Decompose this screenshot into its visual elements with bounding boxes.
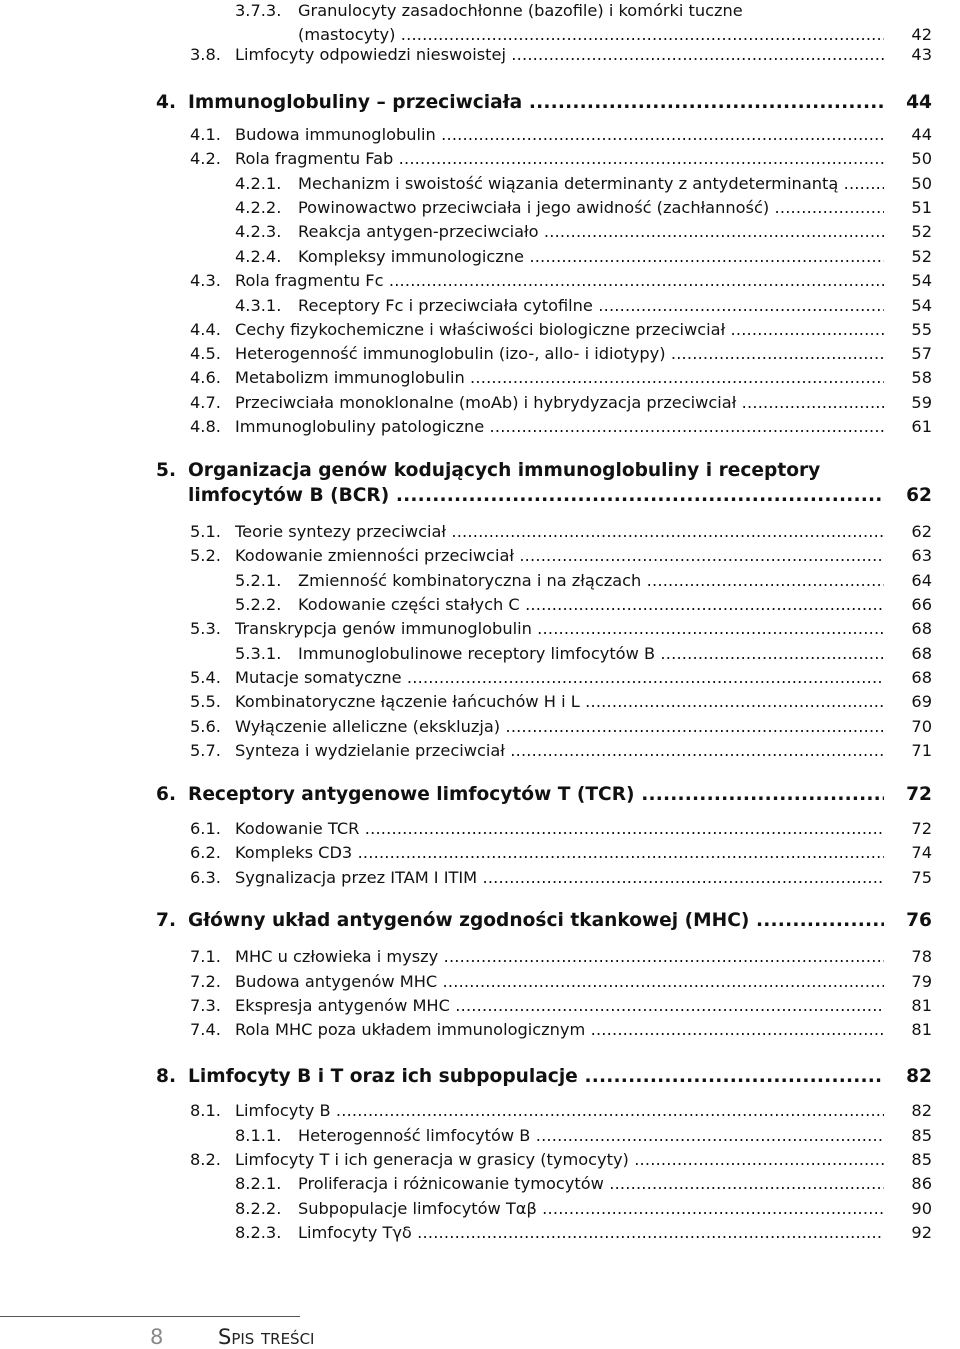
toc-entry-number: 4.2.4.	[235, 247, 282, 266]
toc-entry[interactable]	[190, 343, 932, 365]
toc-entry-page: 92	[911, 1223, 932, 1242]
toc-entry-number: 4.5.	[190, 344, 221, 363]
toc-entry-number: 7.1.	[190, 947, 221, 966]
toc-entry-title: Immunoglobulinowe receptory limfocytów B .....	[298, 643, 884, 665]
toc-entry[interactable]	[235, 594, 932, 616]
toc-entry[interactable]	[190, 995, 932, 1017]
toc-entry-number: 5.6.	[190, 717, 221, 736]
toc-entry-page: 52	[911, 247, 932, 266]
toc-entry-title: MHC u człowieka i myszy .....	[235, 946, 884, 968]
toc-entry[interactable]	[190, 545, 932, 567]
toc-entry[interactable]	[190, 667, 932, 689]
toc-entry-title: Organizacja genów kodujących immunoglobuliny i receptory	[188, 460, 821, 481]
toc-entry-page: 71	[911, 741, 932, 760]
toc-entry-title: Reakcja antygen-przeciwciało .....	[298, 221, 884, 243]
toc-entry[interactable]	[190, 367, 932, 389]
footer-rule	[0, 1316, 300, 1317]
toc-entry-page: 75	[911, 868, 932, 887]
toc-entry[interactable]	[190, 867, 932, 889]
toc-entry-title: Heterogenność immunoglobulin (izo-, allo- i idiotypy) .....	[235, 343, 884, 365]
toc-entry[interactable]	[190, 842, 932, 864]
toc-entry[interactable]	[156, 90, 932, 116]
toc-entry-title: Główny układ antygenów zgodności tkankowej (MHC) .....	[188, 908, 884, 934]
toc-entry-number: 5.	[156, 460, 177, 481]
toc-entry-number: 8.2.1.	[235, 1174, 282, 1193]
toc-entry-page: 86	[911, 1174, 932, 1193]
toc-entry[interactable]	[190, 971, 932, 993]
toc-entry[interactable]	[235, 197, 932, 219]
toc-entry-title: Wyłączenie alleliczne (ekskluzja) .....	[235, 716, 884, 738]
toc-entry-page: 76	[906, 910, 932, 931]
toc-entry-number: 3.8.	[190, 45, 221, 64]
toc-entry[interactable]	[190, 1149, 932, 1171]
toc-entry-page: 61	[911, 417, 932, 436]
toc-entry[interactable]	[190, 416, 932, 438]
toc-entry-page: 51	[911, 198, 932, 217]
toc-entry-number: 5.7.	[190, 741, 221, 760]
toc-entry-title: Limfocyty B .....	[235, 1100, 884, 1122]
toc-entry-page: 55	[911, 320, 932, 339]
toc-entry-page: 59	[911, 393, 932, 412]
toc-entry-page: 72	[906, 784, 932, 805]
toc-entry-title: limfocytów B (BCR) .....	[188, 483, 884, 509]
toc-entry[interactable]	[156, 483, 932, 509]
toc-entry[interactable]	[235, 1125, 932, 1147]
toc-entry[interactable]	[235, 570, 932, 592]
toc-entry-page: 78	[911, 947, 932, 966]
toc-entry[interactable]	[156, 908, 932, 934]
toc-entry-title: Budowa antygenów MHC .....	[235, 971, 884, 993]
toc-entry[interactable]	[190, 124, 932, 146]
toc-entry-title: Rola fragmentu Fc .....	[235, 270, 884, 292]
toc-entry[interactable]	[190, 740, 932, 762]
toc-entry[interactable]	[190, 270, 932, 292]
toc-entry-title: Limfocyty T i ich generacja w grasicy (tymocyty) .....	[235, 1149, 884, 1171]
toc-entry[interactable]	[190, 392, 932, 414]
toc-entry-title: Heterogenność limfocytów B .....	[298, 1125, 884, 1147]
footer-page-number: 8	[150, 1325, 164, 1349]
toc-entry-number: 4.2.3.	[235, 222, 282, 241]
toc-entry-page: 82	[911, 1101, 932, 1120]
toc-entry-title: Ekspresja antygenów MHC .....	[235, 995, 884, 1017]
toc-entry-number: 5.2.2.	[235, 595, 282, 614]
toc-entry-title: Receptory Fc i przeciwciała cytofilne .....	[298, 295, 884, 317]
toc-entry-title: (mastocyty) .....	[298, 24, 884, 46]
toc-entry-title: Kombinatoryczne łączenie łańcuchów H i L .....	[235, 691, 884, 713]
toc-entry-page: 63	[911, 546, 932, 565]
toc-entry-number: 6.3.	[190, 868, 221, 887]
toc-entry-title: Mechanizm i swoistość wiązania determinanty z antydeterminantą .....	[298, 173, 884, 195]
toc-entry[interactable]	[190, 818, 932, 840]
toc-entry-page: 79	[911, 972, 932, 991]
toc-entry-page: 44	[906, 92, 932, 113]
toc-entry-title: Kompleksy immunologiczne .....	[298, 246, 884, 268]
toc-entry-page: 85	[911, 1150, 932, 1169]
toc-entry-page: 52	[911, 222, 932, 241]
toc-entry-title: Limfocyty odpowiedzi nieswoistej .....	[235, 44, 884, 66]
toc-entry-number: 4.2.	[190, 149, 221, 168]
toc-entry-title: Kodowanie zmienności przeciwciał .....	[235, 545, 884, 567]
toc-entry-page: 62	[911, 522, 932, 541]
toc-entry-number: 8.1.1.	[235, 1126, 282, 1145]
toc-entry-number: 5.3.1.	[235, 644, 282, 663]
toc-entry-number: 5.4.	[190, 668, 221, 687]
toc-entry-title: Sygnalizacja przez ITAM I ITIM .....	[235, 867, 884, 889]
toc-entry-number: 7.	[156, 910, 177, 931]
toc-entry-title: Mutacje somatyczne .....	[235, 667, 884, 689]
toc-entry-title: Powinowactwo przeciwciała i jego awidność (zachłanność) .....	[298, 197, 884, 219]
toc-entry[interactable]	[156, 458, 932, 484]
toc-entry-page: 43	[911, 45, 932, 64]
toc-entry-title: Teorie syntezy przeciwciał .....	[235, 521, 884, 543]
toc-entry-title: Immunoglobuliny – przeciwciała .....	[188, 90, 884, 116]
toc-entry-number: 4.3.	[190, 271, 221, 290]
toc-entry[interactable]	[235, 1173, 932, 1195]
toc-entry[interactable]	[190, 44, 932, 66]
toc-entry-number: 5.5.	[190, 692, 221, 711]
footer-section-title: Spis treści	[218, 1325, 315, 1349]
toc-entry-number: 4.2.2.	[235, 198, 282, 217]
toc-entry-number: 4.7.	[190, 393, 221, 412]
toc-entry-number: 6.1.	[190, 819, 221, 838]
toc-entry[interactable]	[235, 173, 932, 195]
toc-entry[interactable]	[235, 1222, 932, 1244]
toc-entry-number: 5.2.	[190, 546, 221, 565]
toc-entry-page: 66	[911, 595, 932, 614]
toc-entry-number: 4.8.	[190, 417, 221, 436]
toc-entry-number: 7.3.	[190, 996, 221, 1015]
toc-entry-title: Metabolizm immunoglobulin .....	[235, 367, 884, 389]
toc-entry-title: Proliferacja i różnicowanie tymocytów .....	[298, 1173, 884, 1195]
toc-entry-page: 72	[911, 819, 932, 838]
toc-entry[interactable]	[190, 716, 932, 738]
toc-entry-number: 8.2.2.	[235, 1199, 282, 1218]
toc-entry-number: 5.3.	[190, 619, 221, 638]
toc-entry-title: Kodowanie TCR .....	[235, 818, 884, 840]
toc-entry-title: Limfocyty Tγδ .....	[298, 1222, 884, 1244]
toc-entry[interactable]	[190, 319, 932, 341]
toc-entry[interactable]	[235, 246, 932, 268]
toc-entry-page: 69	[911, 692, 932, 711]
toc-entry-title: Synteza i wydzielanie przeciwciał .....	[235, 740, 884, 762]
toc-entry-title: Budowa immunoglobulin .....	[235, 124, 884, 146]
toc-entry-page: 57	[911, 344, 932, 363]
toc-entry[interactable]	[235, 0, 932, 22]
toc-entry-title: Kodowanie części stałych C .....	[298, 594, 884, 616]
toc-entry[interactable]	[235, 24, 932, 46]
toc-entry-number: 4.6.	[190, 368, 221, 387]
toc-entry[interactable]	[190, 946, 932, 968]
toc-entry-page: 82	[906, 1066, 932, 1087]
toc-entry-page: 42	[911, 25, 932, 44]
toc-entry-number: 8.	[156, 1066, 177, 1087]
toc-entry-number: 6.	[156, 784, 177, 805]
toc-entry-number: 4.2.1.	[235, 174, 282, 193]
toc-entry[interactable]	[190, 1019, 932, 1041]
toc-entry-number: 4.4.	[190, 320, 221, 339]
toc-entry-number: 5.1.	[190, 522, 221, 541]
toc-entry[interactable]	[235, 295, 932, 317]
toc-entry-number: 3.7.3.	[235, 1, 282, 20]
toc-entry[interactable]	[235, 643, 932, 665]
toc-entry-page: 74	[911, 843, 932, 862]
toc-entry-page: 68	[911, 644, 932, 663]
toc-entry-number: 8.2.	[190, 1150, 221, 1169]
toc-entry-title: Rola MHC poza układem immunologicznym .....	[235, 1019, 884, 1041]
toc-entry-title: Granulocyty zasadochłonne (bazofile) i komórki tuczne	[298, 1, 743, 20]
toc-entry[interactable]	[190, 691, 932, 713]
toc-entry-page: 81	[911, 996, 932, 1015]
toc-entry-number: 6.2.	[190, 843, 221, 862]
toc-entry-title: Cechy fizykochemiczne i właściwości biologiczne przeciwciał .....	[235, 319, 884, 341]
toc-entry-page: 90	[911, 1199, 932, 1218]
toc-entry-title: Subpopulacje limfocytów Tαβ .....	[298, 1198, 884, 1220]
toc-entry-page: 81	[911, 1020, 932, 1039]
toc-entry[interactable]	[190, 521, 932, 543]
toc-entry-page: 68	[911, 619, 932, 638]
toc-entry-number: 8.1.	[190, 1101, 221, 1120]
toc-entry-number: 7.2.	[190, 972, 221, 991]
toc-entry-number: 4.	[156, 92, 177, 113]
toc-entry-page: 50	[911, 174, 932, 193]
toc-entry-title: Przeciwciała monoklonalne (moAb) i hybrydyzacja przeciwciał .....	[235, 392, 884, 414]
toc-entry-title: Rola fragmentu Fab .....	[235, 148, 884, 170]
toc-entry[interactable]	[235, 221, 932, 243]
toc-entry-page: 85	[911, 1126, 932, 1145]
toc-entry-title: Zmienność kombinatoryczna i na złączach .....	[298, 570, 884, 592]
toc-entry[interactable]	[190, 148, 932, 170]
toc-entry-number: 8.2.3.	[235, 1223, 282, 1242]
toc-entry[interactable]	[190, 1100, 932, 1122]
toc-entry[interactable]	[156, 782, 932, 808]
toc-entry-title: Transkrypcja genów immunoglobulin .....	[235, 618, 884, 640]
toc-entry-page: 58	[911, 368, 932, 387]
toc-entry-number: 4.3.1.	[235, 296, 282, 315]
toc-entry-page: 54	[911, 296, 932, 315]
toc-entry-title: Kompleks CD3 .....	[235, 842, 884, 864]
toc-entry-title: Receptory antygenowe limfocytów T (TCR) .....	[188, 782, 884, 808]
toc-entry-page: 70	[911, 717, 932, 736]
toc-entry-number: 5.2.1.	[235, 571, 282, 590]
toc-entry[interactable]	[156, 1064, 932, 1090]
toc-entry-title: Immunoglobuliny patologiczne .....	[235, 416, 884, 438]
toc-entry-page: 44	[911, 125, 932, 144]
toc-entry[interactable]	[235, 1198, 932, 1220]
toc-entry-number: 7.4.	[190, 1020, 221, 1039]
toc-entry-page: 68	[911, 668, 932, 687]
toc-entry-page: 64	[911, 571, 932, 590]
toc-entry-page: 54	[911, 271, 932, 290]
toc-entry-title: Limfocyty B i T oraz ich subpopulacje .....	[188, 1064, 884, 1090]
toc-entry-number: 4.1.	[190, 125, 221, 144]
toc-entry-page: 62	[906, 485, 932, 506]
toc-entry-page: 50	[911, 149, 932, 168]
toc-entry[interactable]	[190, 618, 932, 640]
